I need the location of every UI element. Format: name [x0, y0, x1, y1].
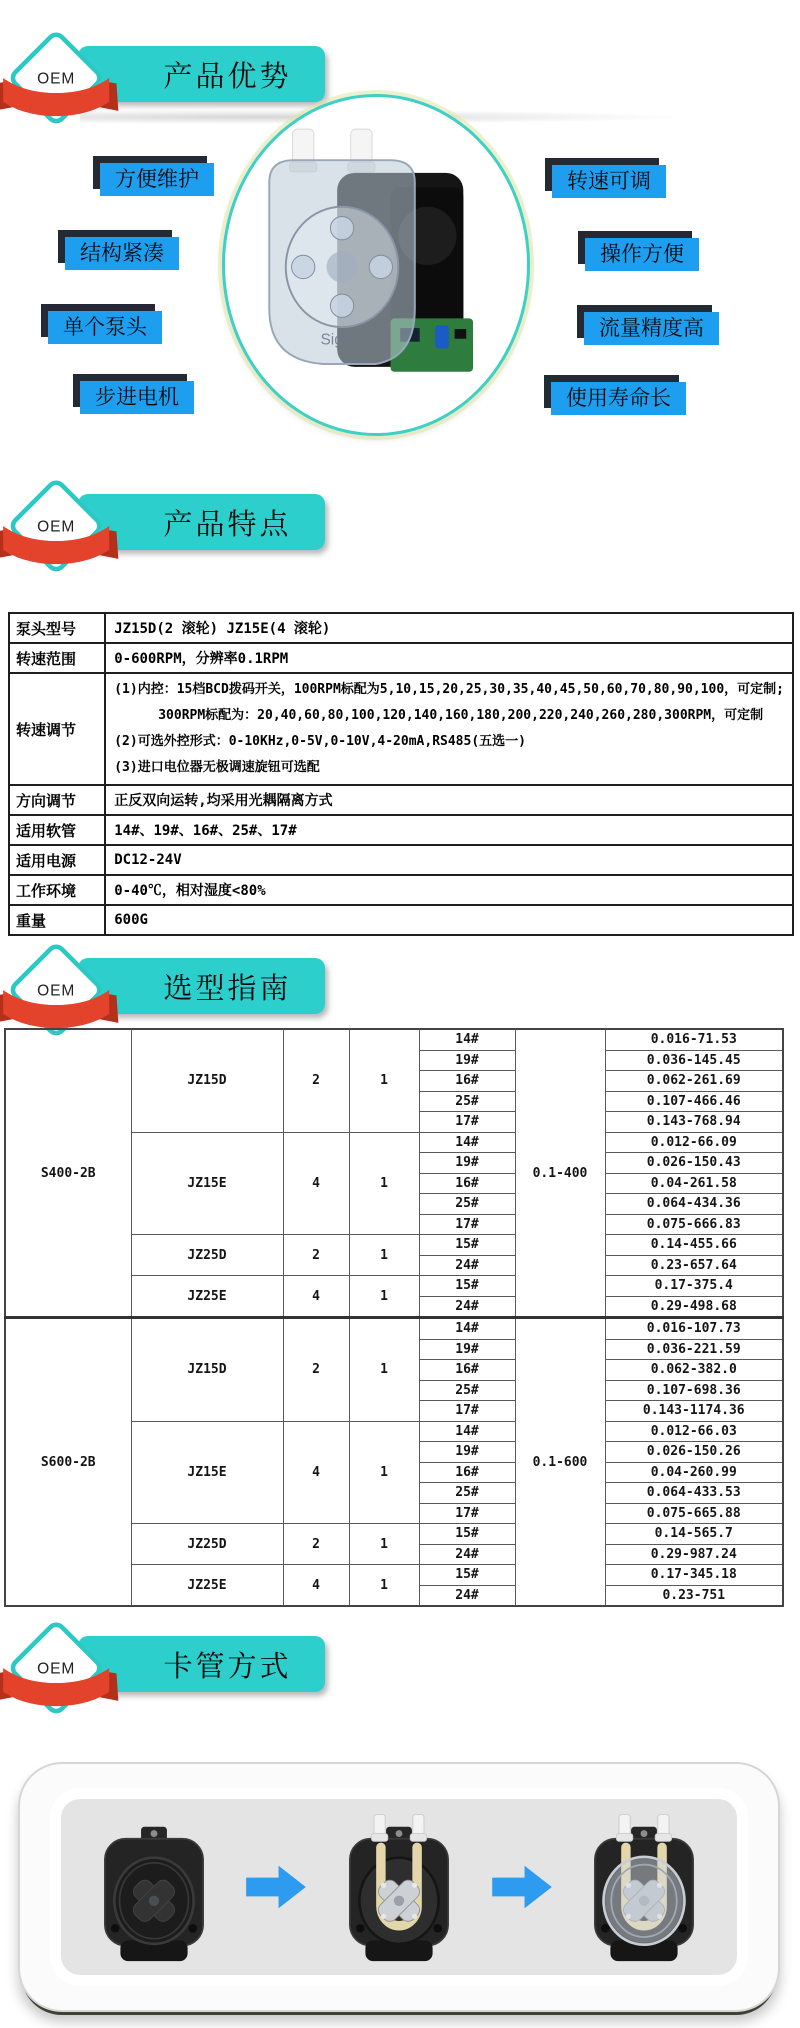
pump-head-cell: JZ25D — [131, 1524, 283, 1565]
spec-line: (3)进口电位器无极调速旋钮可选配 — [114, 760, 320, 775]
tube-size-cell: 16# — [419, 1173, 515, 1194]
flow-range-cell: 0.107-466.46 — [605, 1091, 783, 1112]
spec-label: 重量 — [9, 905, 105, 935]
clamping-card — [18, 1762, 780, 2012]
tube-size-cell: 14# — [419, 1421, 515, 1442]
flow-range-cell: 0.036-145.45 — [605, 1050, 783, 1071]
table-row — [9, 875, 793, 905]
flow-range-cell: 0.026-150.43 — [605, 1153, 783, 1174]
tube-size-cell: 19# — [419, 1339, 515, 1360]
spec-label: 适用电源 — [9, 845, 105, 875]
spec-label: 转速调节 — [9, 673, 105, 785]
tube-size-cell: 19# — [419, 1153, 515, 1174]
flow-range-cell: 0.062-382.0 — [605, 1360, 783, 1381]
spec-value — [105, 673, 793, 785]
flow-range-cell: 0.14-455.66 — [605, 1235, 783, 1256]
tube-size-cell: 25# — [419, 1194, 515, 1215]
pump-head-cell: JZ25D — [131, 1235, 283, 1276]
section-title: 产品特点 — [163, 508, 292, 541]
spec-value: DC12-24V — [105, 845, 793, 875]
table-row — [9, 815, 793, 845]
spec-line: (2)可选外控形式：0-10KHz,0-5V,0-10V,4-20mA,RS485(五选一) — [114, 734, 526, 749]
brand-watermark: Signal — [320, 331, 364, 349]
rollers-cell: 4 — [283, 1421, 349, 1524]
table-row — [5, 1029, 783, 1050]
tube-size-cell: 19# — [419, 1050, 515, 1071]
tube-size-cell: 17# — [419, 1214, 515, 1235]
tube-size-cell: 25# — [419, 1483, 515, 1504]
spec-line: 300RPM标配为：20,40,60,80,100,120,140,160,180,200,220,240,260,280,300RPM，可定制 — [158, 708, 764, 723]
table-row — [9, 613, 793, 643]
table-row — [9, 643, 793, 673]
spec-label: 转速范围 — [9, 643, 105, 673]
tube-size-cell: 15# — [419, 1565, 515, 1586]
tube-size-cell: 14# — [419, 1318, 515, 1340]
flow-range-cell: 0.04-260.99 — [605, 1462, 783, 1483]
channels-cell: 1 — [349, 1565, 419, 1607]
oem-badge — [0, 1614, 122, 1742]
spec-line: (1)内控：15档BCD拨码开关，100RPM标配为5,10,15,20,25,30,35,40,45,50,60,70,80,90,100，可定制; — [114, 682, 784, 697]
pump-head-cell: JZ15D — [131, 1318, 283, 1422]
table-row — [9, 673, 793, 785]
feature-label: 结构紧凑 — [65, 237, 179, 270]
feature-label: 流量精度高 — [584, 312, 719, 345]
tube-size-cell: 15# — [419, 1276, 515, 1297]
spec-table — [8, 612, 794, 936]
feature-label: 步进电机 — [80, 381, 194, 414]
channels-cell: 1 — [349, 1276, 419, 1318]
selection-table — [4, 1028, 784, 1607]
feature-label: 转速可调 — [552, 165, 666, 198]
spec-label: 泵头型号 — [9, 613, 105, 643]
tube-size-cell: 24# — [419, 1255, 515, 1276]
spec-label: 方向调节 — [9, 785, 105, 815]
arrow-right-icon — [492, 1864, 552, 1910]
spec-value: JZ15D(2 滚轮) JZ15E(4 滚轮) — [105, 613, 793, 643]
channels-cell: 1 — [349, 1235, 419, 1276]
channels-cell: 1 — [349, 1132, 419, 1235]
spec-value: 正反双向运转,均采用光耦隔离方式 — [105, 785, 793, 815]
feature-label: 操作方便 — [585, 238, 699, 271]
channels-cell: 1 — [349, 1421, 419, 1524]
speed-range-cell: 0.1-600 — [515, 1318, 605, 1607]
section-title: 产品优势 — [163, 60, 292, 93]
flow-range-cell: 0.016-71.53 — [605, 1029, 783, 1050]
flow-range-cell: 0.29-498.68 — [605, 1296, 783, 1318]
feature-label: 使用寿命长 — [551, 382, 686, 415]
tube-size-cell: 17# — [419, 1401, 515, 1422]
arrow-right-icon — [246, 1864, 306, 1910]
section-title: 选型指南 — [163, 972, 292, 1005]
spec-value: 14#、19#、16#、25#、17# — [105, 815, 793, 845]
spec-label: 适用软管 — [9, 815, 105, 845]
flow-range-cell: 0.17-345.18 — [605, 1565, 783, 1586]
tube-size-cell: 14# — [419, 1029, 515, 1050]
channels-cell: 1 — [349, 1318, 419, 1422]
pump-step-image — [98, 1804, 210, 1970]
oem-badge — [0, 472, 122, 600]
flow-range-cell: 0.23-751 — [605, 1585, 783, 1606]
oem-badge — [0, 24, 122, 152]
spec-label: 工作环境 — [9, 875, 105, 905]
rollers-cell: 4 — [283, 1565, 349, 1607]
pump-head-cell: JZ15E — [131, 1132, 283, 1235]
oem-badge-label: OEM — [37, 518, 76, 536]
spec-value: 0-600RPM，分辨率0.1RPM — [105, 643, 793, 673]
pump-head-cell: JZ25E — [131, 1565, 283, 1607]
model-cell: S400-2B — [5, 1029, 131, 1318]
flow-range-cell: 0.012-66.09 — [605, 1132, 783, 1153]
table-row — [9, 845, 793, 875]
flow-range-cell: 0.064-434.36 — [605, 1194, 783, 1215]
pump-head-cell: JZ15E — [131, 1421, 283, 1524]
flow-range-cell: 0.075-666.83 — [605, 1214, 783, 1235]
flow-range-cell: 0.143-768.94 — [605, 1112, 783, 1133]
oem-badge-label: OEM — [37, 982, 76, 1000]
rollers-cell: 2 — [283, 1524, 349, 1565]
tube-size-cell: 17# — [419, 1503, 515, 1524]
tube-size-cell: 16# — [419, 1462, 515, 1483]
flow-range-cell: 0.29-987.24 — [605, 1544, 783, 1565]
flow-range-cell: 0.23-657.64 — [605, 1255, 783, 1276]
product-photo-frame — [222, 94, 530, 436]
flow-range-cell: 0.14-565.7 — [605, 1524, 783, 1545]
table-row — [5, 1318, 783, 1340]
flow-range-cell: 0.064-433.53 — [605, 1483, 783, 1504]
rollers-cell: 2 — [283, 1318, 349, 1422]
section-title: 卡管方式 — [163, 1650, 292, 1683]
pump-step-image — [588, 1804, 700, 1970]
tube-size-cell: 25# — [419, 1380, 515, 1401]
flow-range-cell: 0.04-261.58 — [605, 1173, 783, 1194]
pump-head-cell: JZ25E — [131, 1276, 283, 1318]
tube-size-cell: 24# — [419, 1296, 515, 1318]
speed-range-cell: 0.1-400 — [515, 1029, 605, 1318]
pump-step-image — [343, 1804, 455, 1970]
tube-size-cell: 16# — [419, 1071, 515, 1092]
flow-range-cell: 0.143-1174.36 — [605, 1401, 783, 1422]
flow-range-cell: 0.012-66.03 — [605, 1421, 783, 1442]
feature-label: 方便维护 — [100, 163, 214, 196]
oem-badge-label: OEM — [37, 70, 76, 88]
tube-size-cell: 25# — [419, 1091, 515, 1112]
table-row — [9, 905, 793, 935]
flow-range-cell: 0.107-698.36 — [605, 1380, 783, 1401]
spec-value: 0-40℃，相对湿度<80% — [105, 875, 793, 905]
table-row — [9, 785, 793, 815]
tube-size-cell: 15# — [419, 1524, 515, 1545]
spec-value: 600G — [105, 905, 793, 935]
channels-cell: 1 — [349, 1524, 419, 1565]
selection-table-wrap — [4, 1028, 782, 1607]
rollers-cell: 2 — [283, 1029, 349, 1132]
tube-size-cell: 24# — [419, 1585, 515, 1606]
tube-size-cell: 16# — [419, 1360, 515, 1381]
feature-label: 单个泵头 — [48, 311, 162, 344]
channels-cell: 1 — [349, 1029, 419, 1132]
rollers-cell: 2 — [283, 1235, 349, 1276]
pump-head-cell: JZ15D — [131, 1029, 283, 1132]
flow-range-cell: 0.075-665.88 — [605, 1503, 783, 1524]
tube-size-cell: 17# — [419, 1112, 515, 1133]
rollers-cell: 4 — [283, 1132, 349, 1235]
flow-range-cell: 0.026-150.26 — [605, 1442, 783, 1463]
flow-range-cell: 0.036-221.59 — [605, 1339, 783, 1360]
rollers-cell: 4 — [283, 1276, 349, 1318]
flow-range-cell: 0.17-375.4 — [605, 1276, 783, 1297]
model-cell: S600-2B — [5, 1318, 131, 1607]
tube-size-cell: 24# — [419, 1544, 515, 1565]
clamping-steps-panel — [50, 1788, 748, 1986]
oem-badge-label: OEM — [37, 1660, 76, 1678]
tube-size-cell: 19# — [419, 1442, 515, 1463]
tube-size-cell: 15# — [419, 1235, 515, 1256]
flow-range-cell: 0.016-107.73 — [605, 1318, 783, 1340]
tube-size-cell: 14# — [419, 1132, 515, 1153]
flow-range-cell: 0.062-261.69 — [605, 1071, 783, 1092]
product-photo — [245, 119, 507, 411]
